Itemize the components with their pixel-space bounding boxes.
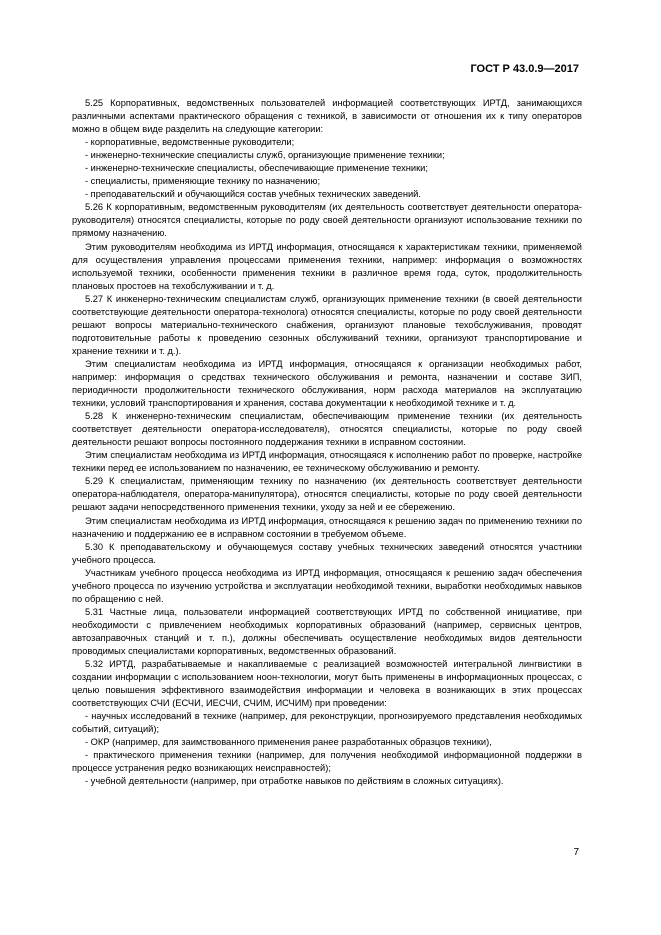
paragraph: Этим специалистам необходима из ИРТД информация, относящаяся к организации необходимых работ, например: информация о средствах технического обслуживания и ремонта, назначении и составе ЗИП, периодичности продолжительности технического обслуживания, норм расхода материалов на эксплуатацию техники, условий транспортирования и хранения, состава документации к необходимой технике и т. д. (72, 358, 582, 409)
paragraph-5-26: 5.26 К корпоративным, ведомственным руководителям (их деятельность соответствует деятельности оператора-руководителя) относятся специалисты, которые по роду своей деятельности организуют использование техники по прямому назначению. (72, 202, 582, 239)
list-item: - преподавательский и обучающийся состав учебных технических заведений. (85, 189, 421, 200)
paragraph-5-29: 5.29 К специалистам, применяющим технику по назначению (их деятельность соответствует деятельности оператора-наблюдателя, оператора-манипулятора), относятся специалисты, которые по роду своей деятельности решают задачи непосредственного применения техники, уходу за ней и ее сбережению. (72, 476, 582, 513)
paragraph-5-30: 5.30 К преподавательскому и обучающемуся составу учебных технических заведений относятся участники учебного процесса. (72, 541, 582, 565)
list-item: - учебной деятельности (например, при отработке навыков по действиям в сложных ситуациях). (85, 776, 504, 787)
list-item: - научных исследований в технике (например, для реконструкции, прогнозируемого представления необходимых событий, ситуаций); (72, 711, 582, 735)
list-item: - ОКР (например, для заимствованного применения ранее разработанных образцов техники), (85, 737, 492, 748)
document-body (72, 97, 582, 788)
list-item: - корпоративные, ведомственные руководители; (85, 137, 295, 148)
paragraph-5-25: 5.25 Корпоративных, ведомственных пользователей информацией соответствующих ИРТД, занимающихся различными аспектами практического обращения с техникой, в зависимости от отношения их к типу операторов можно в общем виде разделить на следующие категории: (72, 98, 582, 135)
paragraph: Этим специалистам необходима из ИРТД информация, относящаяся к исполнению работ по проверке, настройке техники перед ее использованием по назначению, ее техническому обслуживанию и ремонту. (72, 450, 582, 474)
paragraph-5-32: 5.32 ИРТД, разрабатываемые и накапливаемые с реализацией возможностей интегральной лингвистики в создании информации с использованием ноон-технологии, могут быть применены в информационных процессах, с целью повышения эффективного взаимодействия информации и человека в возникающих в этих процессах соответствующих СЧИ (ЕСЧИ, ИЕСЧИ, СЧИМ, ИСЧИМ) при проведении: (72, 659, 582, 709)
paragraph: Этим специалистам необходима из ИРТД информация, относящаяся к решению задач по применению техники по назначению и поддержанию ее в исправном состоянии в требуемом объеме. (72, 515, 582, 539)
list-item: - практического применения техники (например, для получения необходимой информационной поддержки в процессе устранения редко возникающих неисправностей); (72, 750, 582, 774)
page-number: 7 (573, 847, 579, 858)
paragraph-5-27: 5.27 К инженерно-техническим специалистам служб, организующих применение техники (в своей деятельности соответствующие деятельности оператора-технолога) относятся специалисты, которые по роду своей деятельности решают вопросы материально-технического снабжения, организуют плановые техобслуживания, проводят подготовительные работы к проведению сезонных обслуживаний техники, организуют транспортирование и хранение техники и т. д.). (72, 293, 582, 356)
paragraph-5-31: 5.31 Частные лица, пользователи информацией соответствующих ИРТД по собственной инициативе, при необходимости с привлечением необходимых корпоративных образований (например, сервисных центров, автозаправочных станций и т. п.), должны обеспечивать осуществление необходимых видов деятельности проводимых специалистами корпоративных, ведомственных образований. (72, 606, 582, 656)
paragraph: Этим руководителям необходима из ИРТД информация, относящаяся к характеристикам техники, применяемой для осуществления управления процессами применения техники, например: информация о возможностях используемой техники, особенности применения техники в различное время года, суток, продолжительность плановых простоев на техобслуживании и т. д. (72, 241, 582, 291)
paragraph: Участникам учебного процесса необходима из ИРТД информация, относящаяся к решению задач обеспечения учебного процесса по изучению устройства и эксплуатации необходимой техники, выработки необходимых навыков по обращению с ней. (72, 567, 582, 604)
paragraph-5-28: 5.28 К инженерно-техническим специалистам, обеспечивающим применение техники (их деятельность соответствует деятельности оператора-исследователя), относятся специалисты, которые по роду своей деятельности решают вопросы постоянного поддержания техники в исправном состоянии. (72, 411, 582, 448)
list-item: - инженерно-технические специалисты служб, организующие применение техники; (85, 150, 445, 161)
list-item: - инженерно-технические специалисты, обеспечивающие применение техники; (85, 163, 428, 174)
list-item: - специалисты, применяющие технику по назначению; (85, 176, 321, 187)
standard-designation: ГОСТ Р 43.0.9—2017 (470, 63, 579, 75)
